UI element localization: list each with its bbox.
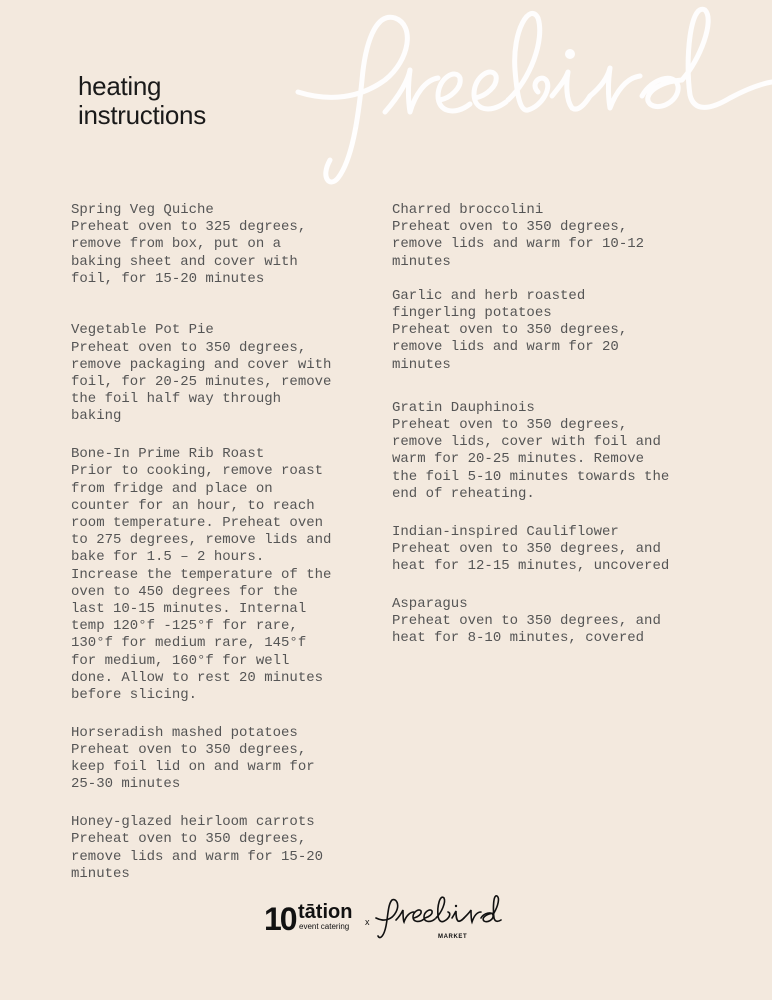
brand-10tation-sub: event catering bbox=[299, 922, 350, 931]
item-name: Asparagus bbox=[392, 595, 468, 612]
item-instructions: Prior to cooking, remove roast from fridge and place on counter for an hour, to reach room temperature. Preheat oven to 275 degrees, remove lids and bake for 1.5 – 2 hours. Increase the temperature of the oven to 450 degrees for the last 10-15 minutes. Internal temp 120°f -125°f for rare, 130°f for medium rare, 145°f for medium, 160°f for well done. Allow to rest 20 minutes before slicing. bbox=[71, 463, 332, 704]
freebird-dot bbox=[455, 905, 457, 907]
item-name: Horseradish mashed potatoes bbox=[71, 724, 298, 741]
item-instructions: Preheat oven to 350 degrees, remove lids and warm for 10-12 minutes bbox=[392, 219, 645, 270]
instruction-vegetable-pot-pie bbox=[71, 322, 371, 425]
brand-10tation-word: tātion bbox=[298, 901, 353, 923]
freebird-market-logo bbox=[376, 896, 501, 938]
freebird-watermark-logo bbox=[290, 0, 772, 200]
instruction-charred-broccolini bbox=[392, 202, 702, 271]
item-name: Indian-inspired Cauliflower bbox=[392, 523, 619, 540]
item-name: Honey-glazed heirloom carrots bbox=[71, 814, 315, 831]
instruction-spring-veg-quiche bbox=[71, 202, 371, 288]
instruction-prime-rib-roast bbox=[71, 446, 371, 704]
title-line-heating: heating bbox=[78, 71, 162, 101]
item-name: Gratin Dauphinois bbox=[392, 399, 535, 416]
brand-10tation-number: 10 bbox=[264, 901, 296, 937]
item-instructions: Preheat oven to 350 degrees, and heat for 8-10 minutes, covered bbox=[392, 613, 661, 647]
instruction-horseradish-mashed-potatoes bbox=[71, 725, 371, 794]
item-name: Bone-In Prime Rib Roast bbox=[71, 446, 265, 463]
item-instructions: Preheat oven to 350 degrees, remove lids, cover with foil and warm for 20-25 minutes. Remove the foil 5-10 minutes towards the end of reheating. bbox=[392, 417, 670, 502]
item-instructions: Preheat oven to 325 degrees, remove from box, put on a baking sheet and cover with foil, for 15-20 minutes bbox=[71, 219, 307, 287]
item-name: Vegetable Pot Pie bbox=[71, 322, 214, 339]
page-title bbox=[78, 72, 206, 130]
item-instructions: Preheat oven to 350 degrees, remove packaging and cover with foil, for 20-25 minutes, remove the foil half way through baking bbox=[71, 339, 332, 425]
item-instructions: Preheat oven to 350 degrees, and heat for 12-15 minutes, uncovered bbox=[392, 540, 670, 575]
item-name: Garlic and herb roasted fingerling potatoes bbox=[392, 287, 586, 322]
brand-logos bbox=[262, 892, 502, 944]
item-instructions: Preheat oven to 350 degrees, remove lids and warm for 15-20 minutes bbox=[71, 831, 324, 882]
instruction-honey-glazed-carrots bbox=[71, 814, 371, 883]
instruction-indian-cauliflower bbox=[392, 524, 702, 576]
item-instructions: Preheat oven to 350 degrees, keep foil lid on and warm for 25-30 minutes bbox=[71, 742, 315, 793]
title-line-instructions: instructions bbox=[78, 100, 206, 130]
item-instructions: Preheat oven to 350 degrees, remove lids and warm for 20 minutes bbox=[392, 322, 628, 373]
brand-separator: x bbox=[365, 917, 370, 927]
brand-freebird-market-sub: MARKET bbox=[438, 934, 468, 940]
instruction-fingerling-potatoes bbox=[392, 288, 702, 374]
left-instructions-column bbox=[71, 202, 371, 883]
instruction-asparagus bbox=[392, 596, 702, 648]
item-name: Charred broccolini bbox=[392, 202, 544, 218]
right-instructions-column bbox=[392, 202, 702, 647]
instruction-gratin-dauphinois bbox=[392, 400, 702, 503]
item-name: Spring Veg Quiche bbox=[71, 202, 214, 218]
